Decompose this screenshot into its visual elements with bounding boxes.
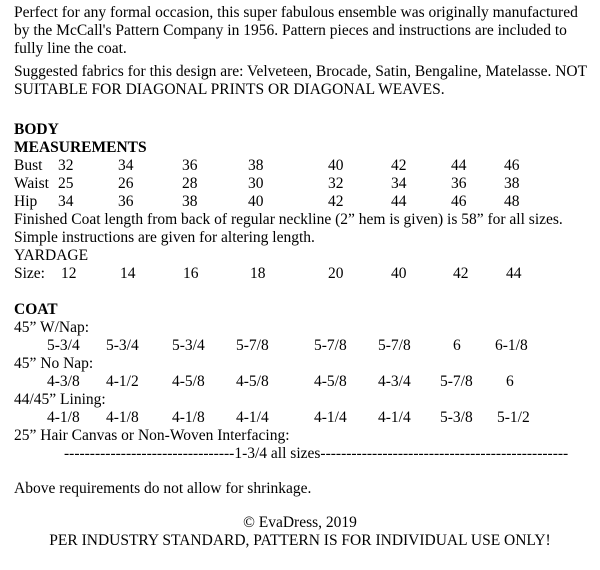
table-cell: 4-3/8 [47, 373, 80, 390]
table-cell: 5-7/8 [236, 337, 269, 354]
intro-line-2: by the McCall's Pattern Company in 1956. Pattern pieces and instructions are included to [14, 22, 567, 39]
size-label: Size: [14, 265, 45, 282]
table-cell: 34 [391, 175, 407, 192]
intro-line-5: SUITABLE FOR DIAGONAL PRINTS OR DIAGONAL WEAVES. [14, 81, 445, 98]
table-cell: 4-1/4 [378, 409, 411, 426]
table-cell: 40 [328, 157, 344, 174]
table-cell: 6 [453, 337, 461, 354]
table-cell: 5-3/4 [47, 337, 80, 354]
table-cell: 46 [504, 157, 520, 174]
table-cell: 5-3/8 [440, 409, 473, 426]
table-cell: 4-1/8 [47, 409, 80, 426]
group-label-nonap: 45” No Nap: [14, 355, 94, 372]
table-cell: 26 [118, 175, 134, 192]
shrinkage-note: Above requirements do not allow for shrinkage. [14, 480, 312, 497]
table-cell: 42 [391, 157, 407, 174]
table-cell: 44 [451, 157, 467, 174]
table-cell: 5-7/8 [314, 337, 347, 354]
intro-line-4: Suggested fabrics for this design are: Velveteen, Brocade, Satin, Bengaline, Matelasse. NOT [14, 63, 588, 80]
table-cell: 4-5/8 [314, 373, 347, 390]
table-cell: 34 [58, 193, 74, 210]
copyright-line: © EvaDress, 2019 [243, 514, 357, 531]
table-cell: 4-1/4 [236, 409, 269, 426]
group-label-wnap: 45” W/Nap: [14, 319, 90, 336]
table-cell: 4-1/2 [106, 373, 139, 390]
table-cell: 48 [504, 193, 520, 210]
table-cell: 6-1/8 [495, 337, 528, 354]
table-cell: 4-5/8 [236, 373, 269, 390]
table-cell: 5-7/8 [440, 373, 473, 390]
table-cell: 34 [118, 157, 134, 174]
row-label-bust: Bust [14, 157, 43, 174]
interfacing-value: ---------------------------------1-3/4 all sizes------------------------------------------------ [64, 445, 569, 462]
table-cell: 38 [182, 193, 198, 210]
table-cell: 4-1/8 [106, 409, 139, 426]
usage-disclaimer: PER INDUSTRY STANDARD, PATTERN IS FOR INDIVIDUAL USE ONLY! [49, 532, 551, 549]
table-cell: 32 [328, 175, 344, 192]
table-cell: 28 [182, 175, 198, 192]
table-cell: 36 [451, 175, 467, 192]
table-cell: 44 [391, 193, 407, 210]
table-cell: 32 [58, 157, 74, 174]
table-cell: 25 [58, 175, 74, 192]
size-cell: 40 [391, 265, 407, 282]
interfacing-label: 25” Hair Canvas or Non-Woven Interfacing: [14, 427, 290, 444]
intro-line-1: Perfect for any formal occasion, this super fabulous ensemble was originally manufactured [14, 4, 578, 21]
table-cell: 36 [182, 157, 198, 174]
size-cell: 20 [328, 265, 344, 282]
table-cell: 36 [118, 193, 134, 210]
altering-note: Simple instructions are given for altering length. [14, 229, 315, 246]
measurements-heading: MEASUREMENTS [14, 139, 147, 156]
table-cell: 4-3/4 [378, 373, 411, 390]
table-cell: 42 [328, 193, 344, 210]
table-cell: 38 [504, 175, 520, 192]
table-cell: 40 [248, 193, 264, 210]
coat-heading: COAT [14, 301, 58, 318]
size-cell: 18 [250, 265, 266, 282]
group-label-lining: 44/45” Lining: [14, 391, 106, 408]
intro-line-3: fully line the coat. [14, 40, 127, 57]
table-cell: 38 [248, 157, 264, 174]
table-cell: 4-1/4 [314, 409, 347, 426]
row-label-hip: Hip [14, 193, 38, 210]
table-cell: 5-1/2 [497, 409, 530, 426]
table-cell: 5-7/8 [378, 337, 411, 354]
size-cell: 44 [506, 265, 522, 282]
size-cell: 14 [120, 265, 136, 282]
table-cell: 4-5/8 [172, 373, 205, 390]
table-cell: 46 [451, 193, 467, 210]
table-cell: 30 [248, 175, 264, 192]
table-cell: 5-3/4 [106, 337, 139, 354]
size-cell: 16 [183, 265, 199, 282]
table-cell: 4-1/8 [172, 409, 205, 426]
table-cell: 5-3/4 [172, 337, 205, 354]
body-heading: BODY [14, 121, 59, 138]
size-cell: 42 [453, 265, 469, 282]
size-cell: 12 [61, 265, 77, 282]
yardage-heading: YARDAGE [14, 247, 89, 264]
table-cell: 6 [506, 373, 514, 390]
coat-length-note: Finished Coat length from back of regular neckline (2” hem is given) is 58” for all sizes. [14, 211, 563, 228]
row-label-waist: Waist [14, 175, 49, 192]
